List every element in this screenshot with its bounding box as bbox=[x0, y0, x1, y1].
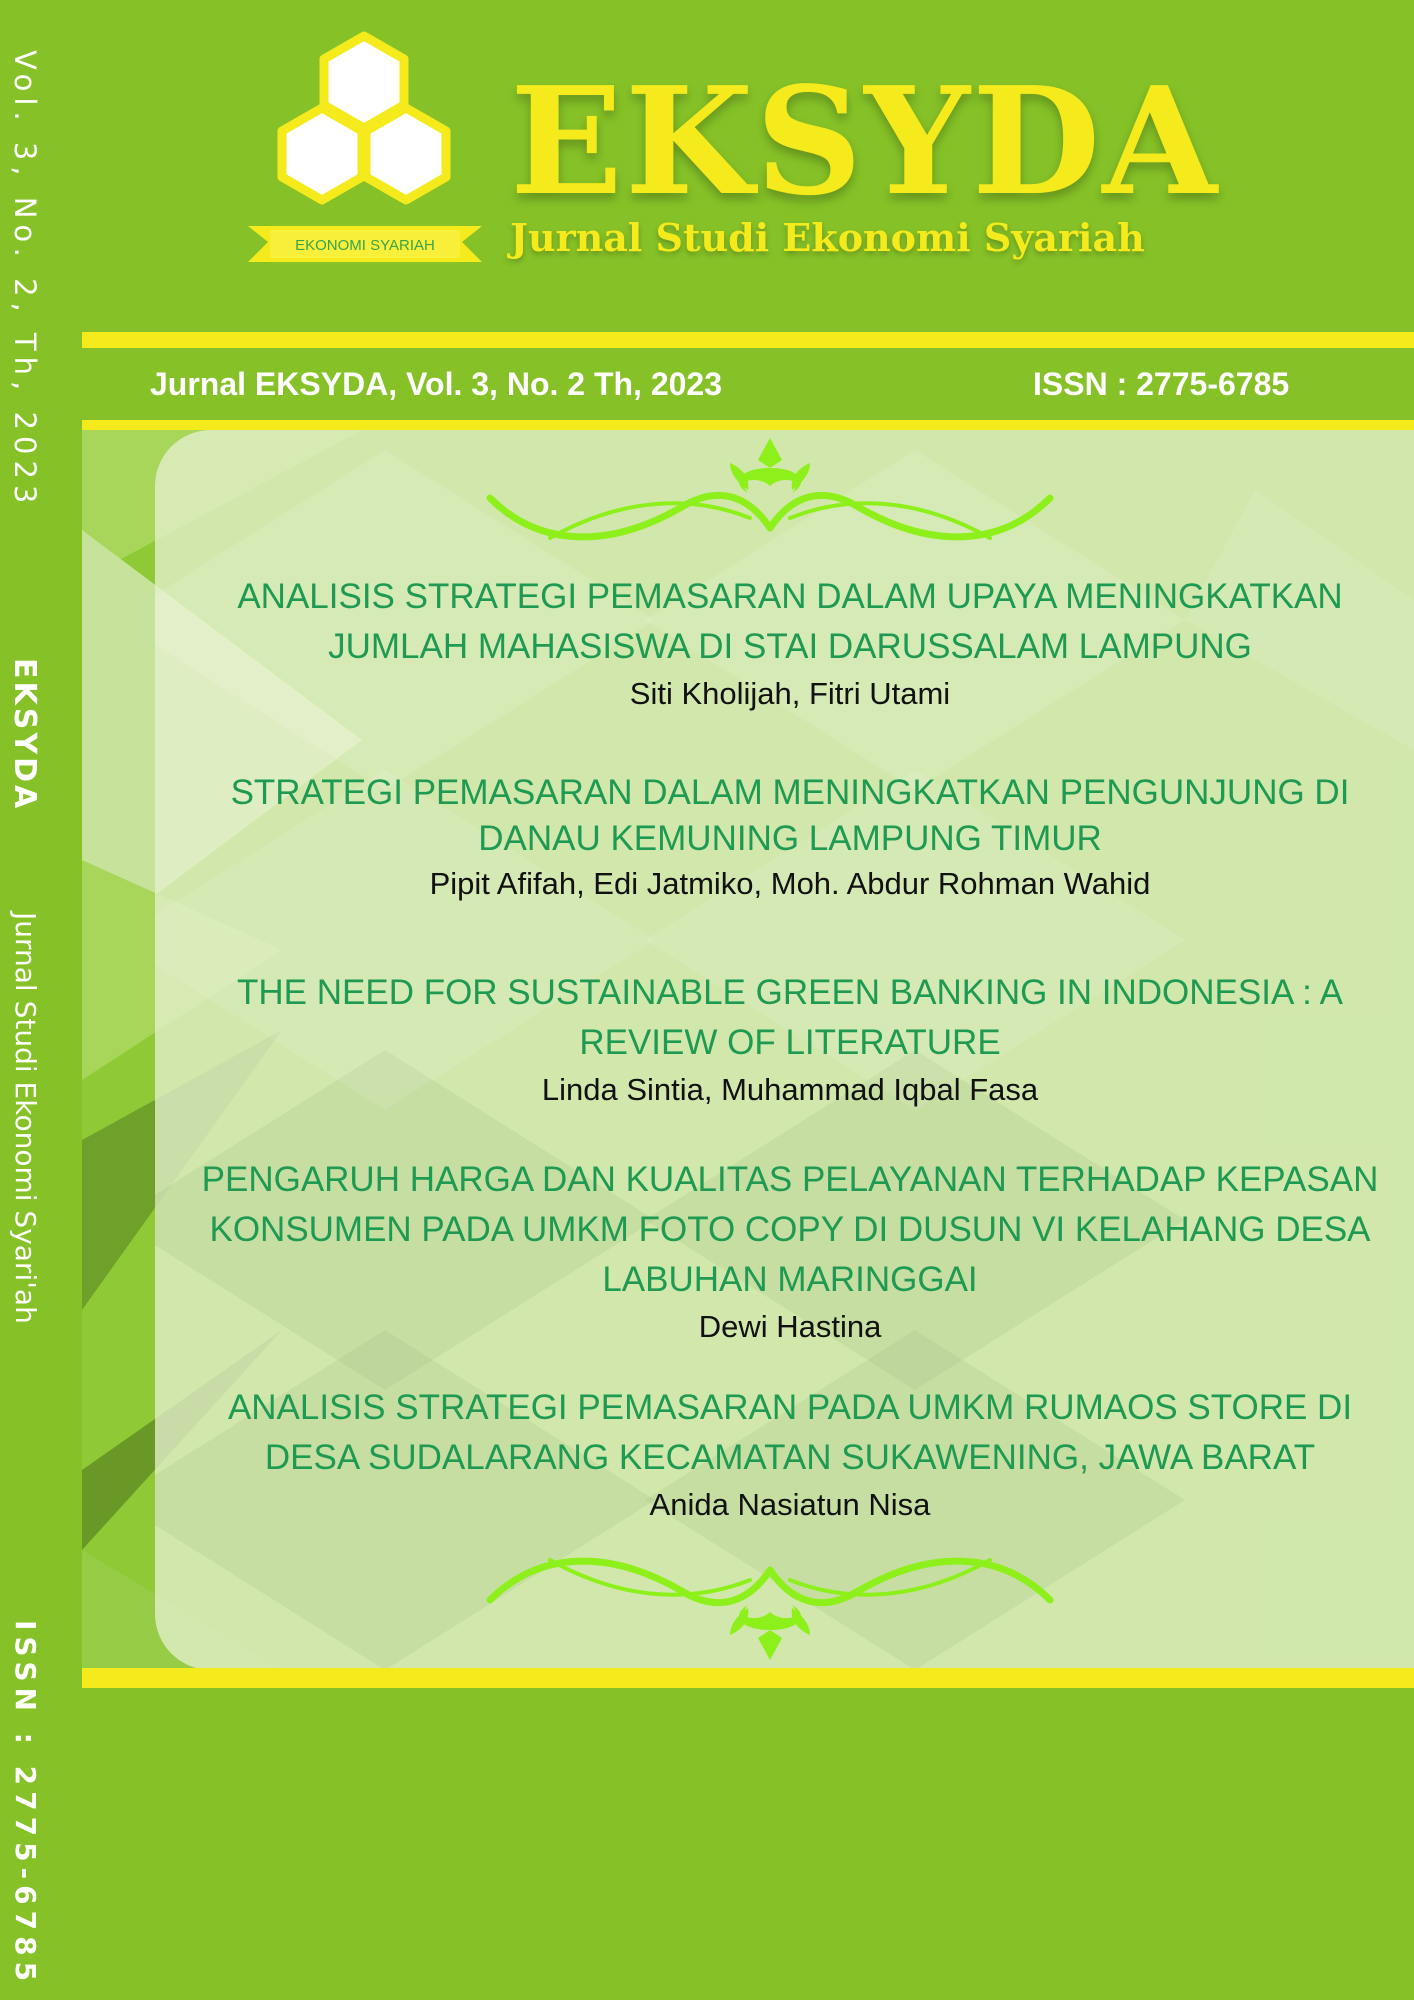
spine-subtitle: Jurnal Studi Ekonomi Syari'ah bbox=[9, 912, 42, 1324]
article-title: THE NEED FOR SUSTAINABLE GREEN BANKING IN INDONESIA : A bbox=[237, 973, 1343, 1012]
article-5 bbox=[190, 1383, 1390, 1527]
article-authors: Pipit Afifah, Edi Jatmiko, Moh. Abdur Rohman Wahid bbox=[429, 866, 1151, 901]
spine bbox=[0, 0, 82, 2000]
issn-text: ISSN : 2775-6785 bbox=[1033, 366, 1290, 402]
article-title: KONSUMEN PADA UMKM FOTO COPY DI DUSUN VI KELAHANG DESA bbox=[209, 1210, 1371, 1249]
article-title: ANALISIS STRATEGI PEMASARAN DALAM UPAYA MENINGKATKAN bbox=[237, 577, 1343, 616]
panel-bottom-line bbox=[82, 1668, 1414, 1688]
spine-volume: Vol. 3, No. 2, Th, 2023 bbox=[8, 50, 42, 510]
article-authors: Siti Kholijah, Fitri Utami bbox=[629, 676, 951, 711]
band-bottom-line bbox=[82, 420, 1414, 430]
journal-subtitle: Jurnal Studi Ekonomi Syariah bbox=[510, 215, 1145, 260]
article-title: LABUHAN MARINGGAI bbox=[602, 1260, 978, 1299]
article-authors: Linda Sintia, Muhammad Iqbal Fasa bbox=[541, 1072, 1039, 1107]
ornament-bottom-icon bbox=[480, 1530, 1060, 1660]
article-4 bbox=[190, 1155, 1390, 1349]
spine-journal-name: EKSYDA bbox=[7, 658, 42, 812]
article-2 bbox=[190, 770, 1390, 906]
article-3 bbox=[190, 968, 1390, 1112]
spine-issn: ISSN : 2775-6785 bbox=[9, 1620, 42, 1988]
article-authors: Dewi Hastina bbox=[698, 1309, 882, 1344]
article-title: DESA SUDALARANG KECAMATAN SUKAWENING, JAWA BARAT bbox=[264, 1438, 1316, 1477]
hexagon-logo-icon bbox=[240, 30, 490, 280]
article-title: PENGARUH HARGA DAN KUALITAS PELAYANAN TERHADAP KEPASAN bbox=[201, 1160, 1379, 1199]
article-authors: Anida Nasiatun Nisa bbox=[649, 1487, 931, 1522]
edition-text: Jurnal EKSYDA, Vol. 3, No. 2 Th, 2023 bbox=[150, 366, 723, 402]
logo-ribbon-text: EKONOMI SYARIAH bbox=[295, 237, 435, 254]
journal-title: EKSYDA bbox=[510, 54, 1220, 228]
article-1 bbox=[190, 572, 1390, 716]
ornament-top-icon bbox=[480, 438, 1060, 568]
article-title: DANAU KEMUNING LAMPUNG TIMUR bbox=[478, 819, 1102, 858]
article-title: STRATEGI PEMASARAN DALAM MENINGKATKAN PENGUNJUNG DI bbox=[230, 773, 1350, 812]
article-title: ANALISIS STRATEGI PEMASARAN PADA UMKM RUMAOS STORE DI bbox=[227, 1388, 1353, 1427]
band-top-line bbox=[82, 332, 1414, 348]
article-title: REVIEW OF LITERATURE bbox=[579, 1023, 1001, 1062]
article-title: JUMLAH MAHASISWA DI STAI DARUSSALAM LAMPUNG bbox=[328, 627, 1252, 666]
